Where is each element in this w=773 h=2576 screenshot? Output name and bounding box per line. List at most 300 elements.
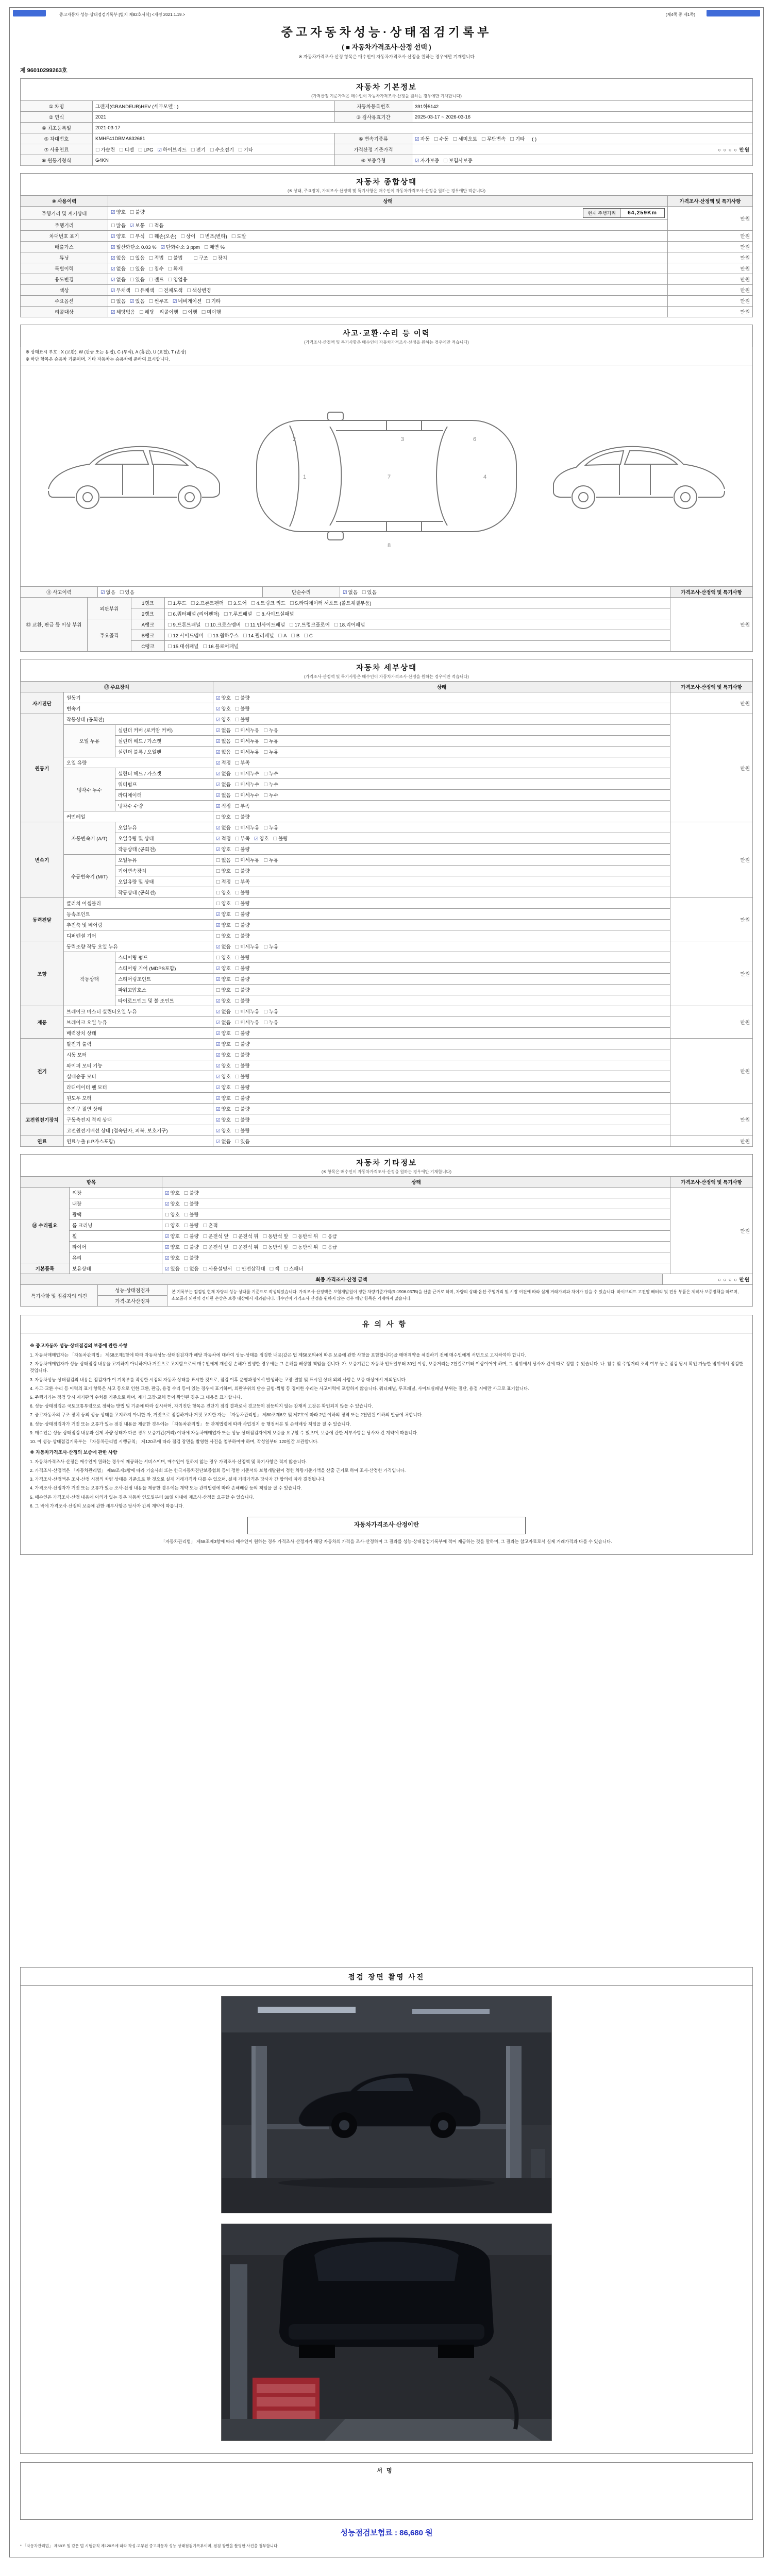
checkbox-5.라디에이터 서포트 (볼트체결부품)[interactable]: ☐ 5.라디에이터 서포트 (볼트체결부품) bbox=[289, 601, 372, 607]
checkbox-운전석 앞[interactable]: ☐ 운전석 앞 bbox=[203, 1234, 229, 1240]
checkbox-누유[interactable]: ☐ 누유 bbox=[263, 944, 279, 951]
checkbox-15.대쉬패널[interactable]: ☐ 15.대쉬패널 bbox=[167, 644, 199, 650]
checkbox-자가보증[interactable]: ☑ 자가보증 bbox=[415, 158, 440, 164]
cell: 스티어링조인트 bbox=[115, 974, 213, 985]
cell: 특별이력 bbox=[21, 263, 108, 274]
checkbox-불량[interactable]: ☐ 불량 bbox=[234, 1085, 250, 1091]
checkbox-보험사보증[interactable]: ☐ 보험사보증 bbox=[443, 158, 473, 164]
checkbox-양호[interactable]: ☑ 양호 bbox=[216, 1031, 231, 1037]
cell: 만원 bbox=[670, 1188, 753, 1274]
checkbox-기타[interactable]: ☐ 기타 bbox=[238, 147, 253, 153]
checkbox-불법[interactable]: ☐ 불법 bbox=[167, 256, 183, 261]
signature-box[interactable] bbox=[20, 2462, 753, 2520]
cell: 오일누유 bbox=[115, 822, 213, 833]
checkbox-상이[interactable]: ☐ 상이 bbox=[180, 234, 196, 240]
checkbox-누수[interactable]: ☐ 누수 bbox=[263, 793, 279, 799]
cell: 실린더 커버 (로커암 커버) bbox=[115, 725, 213, 736]
cell: 라디에이터 팬 모터 bbox=[64, 1082, 213, 1093]
checkbox-양호[interactable]: ☑ 양호 bbox=[254, 836, 269, 842]
cell: 단순수리 bbox=[263, 587, 340, 598]
checkbox-누수[interactable]: ☐ 누수 bbox=[263, 771, 279, 777]
checkbox-없음[interactable]: ☑ 없음 bbox=[216, 1020, 231, 1026]
checkbox-양호[interactable]: ☑ 양호 bbox=[216, 717, 231, 723]
checkbox-14.필러패널[interactable]: ☐ 14.필러패널 bbox=[243, 633, 274, 639]
checkbox-glyph: ☐ bbox=[207, 633, 212, 639]
checkbox-미이행[interactable]: ☐ 미이행 bbox=[201, 310, 221, 315]
checkbox-적정[interactable]: ☐ 적정 bbox=[216, 879, 231, 886]
checkbox-glyph: ☐ bbox=[158, 288, 163, 294]
cell: 타이어 bbox=[70, 1242, 162, 1252]
checkbox-하이브리드[interactable]: ☑ 하이브리드 bbox=[157, 147, 187, 153]
checkbox-1.후드[interactable]: ☐ 1.후드 bbox=[167, 601, 187, 607]
checkbox-양호[interactable]: ☐ 양호 bbox=[216, 934, 231, 940]
section-overall-note: (※ 상태, 주요장치, 가격조사·산정액 및 특기사항은 매수인이 자동차가격조사·산정을 원하는 경우에만 적습니다) bbox=[287, 189, 486, 193]
checkbox-미세누수[interactable]: ☐ 미세누수 bbox=[234, 771, 260, 777]
checkbox-불량[interactable]: ☐ 불량 bbox=[234, 717, 250, 723]
checkbox-양호[interactable]: ☑ 양호 bbox=[216, 1063, 231, 1070]
cell: 만원 bbox=[670, 898, 753, 941]
checkbox-적음[interactable]: ☐ 적음 bbox=[148, 223, 164, 229]
checkbox-부식[interactable]: ☐ 부식 bbox=[129, 234, 145, 240]
checkbox-양호[interactable]: ☑ 양호 bbox=[216, 847, 231, 853]
checkbox-양호[interactable]: ☑ 양호 bbox=[216, 966, 231, 972]
checkbox-누유[interactable]: ☐ 누유 bbox=[263, 739, 279, 745]
checkbox-18.리어패널[interactable]: ☐ 18.리어패널 bbox=[333, 622, 365, 629]
table-row bbox=[21, 1209, 753, 1220]
checkbox-탄화수소 3 ppm[interactable]: ☑ 탄화수소 3 ppm bbox=[160, 245, 200, 250]
checkbox-없음[interactable]: ☑ 없음 bbox=[216, 825, 231, 832]
cell: 브레이크 마스터 실린더오일 누유 bbox=[64, 1006, 213, 1017]
checkbox-부족[interactable]: ☐ 부족 bbox=[234, 836, 250, 842]
checkbox-동반석 앞[interactable]: ☐ 동반석 앞 bbox=[262, 1245, 289, 1251]
checkbox-적정[interactable]: ☑ 적정 bbox=[216, 804, 231, 810]
checkbox-변조(변타)[interactable]: ☐ 변조(변타) bbox=[199, 234, 227, 240]
checkbox-3.도어[interactable]: ☐ 3.도어 bbox=[228, 601, 247, 607]
checkbox-glyph: ☐ bbox=[333, 622, 339, 629]
checkbox-없음[interactable]: ☐ 없음 bbox=[216, 858, 231, 864]
checkbox-불량[interactable]: ☐ 불량 bbox=[183, 1201, 199, 1208]
checkbox-10.크로스멤버[interactable]: ☐ 10.크로스멤버 bbox=[205, 622, 241, 629]
checkbox-누유[interactable]: ☐ 누유 bbox=[263, 1009, 279, 1015]
checkbox-불량[interactable]: ☐ 불량 bbox=[234, 998, 250, 1005]
checkbox-glyph: ☐ bbox=[167, 277, 173, 283]
checkbox-미세누유[interactable]: ☐ 미세누유 bbox=[234, 750, 260, 756]
checkbox-침수[interactable]: ☐ 침수 bbox=[148, 266, 164, 272]
checkbox-glyph: ☑ bbox=[129, 299, 135, 304]
cell: 작동상태 (공회전) bbox=[115, 844, 213, 855]
checkbox-불량[interactable]: ☐ 불량 bbox=[273, 836, 288, 842]
checkbox-없음[interactable]: ☑ 없음 bbox=[216, 782, 231, 788]
checkbox-있음[interactable]: ☑ 있음 bbox=[165, 1266, 180, 1273]
checkbox-무단변속[interactable]: ☐ 무단변속 bbox=[481, 137, 506, 142]
checkbox-없음[interactable]: ☑ 없음 bbox=[216, 793, 231, 799]
checkbox-없음[interactable]: ☑ 없음 bbox=[216, 944, 231, 951]
checkbox-없음[interactable]: ☑ 없음 bbox=[216, 1139, 231, 1145]
checkbox-가솔린[interactable]: ☐ 가솔린 bbox=[95, 147, 115, 153]
checkbox-11.인사이드패널[interactable]: ☐ 11.인사이드패널 bbox=[244, 622, 285, 629]
checkbox-누유[interactable]: ☐ 누유 bbox=[263, 750, 279, 756]
checkbox-양호[interactable]: ☐ 양호 bbox=[216, 890, 231, 896]
checkbox-불량[interactable]: ☐ 불량 bbox=[234, 934, 250, 940]
checkbox-없음[interactable]: ☐ 없음 bbox=[111, 299, 126, 304]
checkbox-부족[interactable]: ☐ 부족 bbox=[234, 760, 250, 767]
table-row bbox=[21, 112, 753, 123]
checkbox-디젤[interactable]: ☐ 디젤 bbox=[119, 147, 134, 153]
cell: 외판부위 bbox=[88, 598, 131, 619]
checkbox-불량[interactable]: ☐ 불량 bbox=[234, 1042, 250, 1048]
checkbox-glyph: ☐ bbox=[238, 147, 243, 153]
checkbox-glyph: ☑ bbox=[216, 782, 221, 788]
checkbox-양호[interactable]: ☑ 양호 bbox=[165, 1245, 180, 1251]
checkbox-불량[interactable]: ☐ 불량 bbox=[129, 210, 145, 215]
section-etc-info bbox=[20, 1154, 753, 1307]
checkbox-양호[interactable]: ☑ 양호 bbox=[216, 706, 231, 713]
checkbox-해당없음[interactable]: ☑ 해당없음 bbox=[111, 310, 136, 315]
section-detail-title: 자동차 세부상태 bbox=[356, 664, 417, 673]
checkbox-유채색[interactable]: ☐ 유채색 bbox=[135, 288, 155, 294]
checkbox-사용설명서[interactable]: ☐ 사용설명서 bbox=[203, 1266, 232, 1273]
checkbox-없음[interactable]: ☑ 없음 bbox=[111, 256, 126, 261]
checkbox-누수[interactable]: ☐ 누수 bbox=[263, 782, 279, 788]
checkbox-양호[interactable]: ☐ 양호 bbox=[216, 988, 231, 994]
checkbox-glyph: ☐ bbox=[129, 277, 135, 283]
checkbox-불량[interactable]: ☐ 불량 bbox=[234, 923, 250, 929]
checkbox-적법[interactable]: ☐ 적법 bbox=[148, 256, 164, 261]
checkbox-glyph: ☐ bbox=[183, 1212, 189, 1218]
notice-item: 3. 가격조사·산정액은 조사·산정 시점의 차량 상태를 기준으로 한 것으로 실제 거래가격과 다를 수 있으며, 실제 거래가격은 당사자 간 합의에 따라 결정됩니다. bbox=[30, 1477, 326, 1482]
checkbox-불량[interactable]: ☐ 불량 bbox=[234, 1031, 250, 1037]
checkbox-양호[interactable]: ☐ 양호 bbox=[165, 1223, 180, 1229]
checkbox-glyph: ☐ bbox=[278, 633, 283, 639]
checkbox-없음[interactable]: ☐ 없음 bbox=[183, 1266, 199, 1273]
status-cell bbox=[108, 252, 668, 263]
table-row bbox=[21, 811, 753, 822]
status-cell bbox=[98, 587, 263, 598]
checkbox-불량[interactable]: ☐ 불량 bbox=[234, 912, 250, 918]
checkbox-일산화탄소 0.03 %[interactable]: ☑ 일산화탄소 0.03 % bbox=[111, 245, 157, 250]
checkbox-양호[interactable]: ☑ 양호 bbox=[165, 1256, 180, 1262]
checkbox-미세누수[interactable]: ☐ 미세누수 bbox=[234, 793, 260, 799]
checkbox-C[interactable]: ☐ C bbox=[304, 633, 313, 639]
checkbox-부족[interactable]: ☐ 부족 bbox=[234, 879, 250, 886]
checkbox-양호[interactable]: ☑ 양호 bbox=[111, 210, 126, 215]
status-cell bbox=[162, 1231, 670, 1242]
cell: 리콜대상 bbox=[21, 307, 108, 317]
checkbox-양호[interactable]: ☐ 양호 bbox=[216, 955, 231, 961]
checkbox-glyph: ☐ bbox=[234, 1096, 240, 1102]
checkbox-미세누수[interactable]: ☐ 미세누수 bbox=[234, 782, 260, 788]
checkbox-없음[interactable]: ☑ 없음 bbox=[111, 266, 126, 272]
checkbox-미세누유[interactable]: ☐ 미세누유 bbox=[234, 739, 260, 745]
checkbox-불량[interactable]: ☐ 불량 bbox=[234, 1096, 250, 1102]
checkbox-불량[interactable]: ☐ 불량 bbox=[183, 1256, 199, 1262]
checkbox-화재[interactable]: ☐ 화재 bbox=[167, 266, 183, 272]
checkbox-glyph: ☐ bbox=[304, 633, 308, 639]
checkbox-응급[interactable]: ☐ 응급 bbox=[322, 1234, 338, 1240]
checkbox-안전삼각대[interactable]: ☐ 안전삼각대 bbox=[236, 1266, 265, 1273]
checkbox-없음[interactable]: ☑ 없음 bbox=[216, 1009, 231, 1015]
checkbox-glyph: ☑ bbox=[216, 771, 221, 777]
notice-item: 6. 성능·상태점검은 국토교통부령으로 정하는 방법 및 기준에 따라 실시하며, 자기진단 항목은 진단기 점검 결과로서 경고등이 점등되지 않는 잠재적 고장은 확인되지 않을 수 있습니다. bbox=[30, 1403, 374, 1409]
checkbox-훼손(오손)[interactable]: ☐ 훼손(오손) bbox=[148, 234, 177, 240]
checkbox-미세누유[interactable]: ☐ 미세누유 bbox=[234, 944, 260, 951]
checkbox-glyph: ☐ bbox=[234, 771, 240, 777]
checkbox-2.프론트펜더[interactable]: ☐ 2.프론트펜더 bbox=[190, 601, 224, 607]
checkbox-불량[interactable]: ☐ 불량 bbox=[183, 1234, 199, 1240]
checkbox-16.플로어패널[interactable]: ☐ 16.플로어패널 bbox=[203, 644, 239, 650]
checkbox-불량[interactable]: ☐ 불량 bbox=[234, 1063, 250, 1070]
checkbox-운전석 뒤[interactable]: ☐ 운전석 뒤 bbox=[232, 1245, 259, 1251]
checkbox-있음[interactable]: ☐ 있음 bbox=[129, 256, 145, 261]
table-row bbox=[21, 790, 753, 801]
checkbox-썬루프[interactable]: ☐ 썬루프 bbox=[148, 299, 169, 304]
checkbox-누유[interactable]: ☐ 누유 bbox=[263, 825, 279, 832]
checkbox-양호[interactable]: ☑ 양호 bbox=[216, 696, 231, 702]
checkbox-불량[interactable]: ☐ 불량 bbox=[234, 1128, 250, 1134]
inspection-photo-1-image bbox=[222, 1996, 551, 2213]
checkbox-적정[interactable]: ☑ 적정 bbox=[216, 760, 231, 767]
checkbox-glyph: ☐ bbox=[234, 998, 240, 1005]
checkbox-glyph: ☐ bbox=[263, 771, 268, 777]
checkbox-불량[interactable]: ☐ 불량 bbox=[234, 1117, 250, 1124]
checkbox-양호[interactable]: ☐ 양호 bbox=[216, 869, 231, 875]
table-row bbox=[21, 866, 753, 876]
checkbox-스패너[interactable]: ☐ 스패너 bbox=[283, 1266, 304, 1273]
checkbox-전기[interactable]: ☐ 전기 bbox=[190, 147, 206, 153]
checkbox-자동[interactable]: ☑ 자동 bbox=[415, 137, 430, 142]
checkbox-운전석 뒤[interactable]: ☐ 운전석 뒤 bbox=[232, 1234, 259, 1240]
checkbox-없음[interactable]: ☑ 없음 bbox=[100, 590, 115, 596]
checkbox-불량[interactable]: ☐ 불량 bbox=[234, 1074, 250, 1080]
checkbox-많음[interactable]: ☐ 많음 bbox=[111, 223, 126, 229]
checkbox-glyph: ☑ bbox=[111, 288, 115, 294]
checkbox-이행[interactable]: ☐ 이행 bbox=[182, 310, 197, 315]
checkbox-운전석 앞[interactable]: ☐ 운전석 앞 bbox=[203, 1245, 229, 1251]
checkbox-적정[interactable]: ☑ 적정 bbox=[216, 836, 231, 842]
checkbox-불량[interactable]: ☐ 불량 bbox=[234, 988, 250, 994]
checkbox-불량[interactable]: ☐ 불량 bbox=[234, 815, 250, 821]
cell: 오일유량 및 상태 bbox=[115, 833, 213, 844]
checkbox-불량[interactable]: ☐ 불량 bbox=[234, 890, 250, 896]
checkbox-동반석 앞[interactable]: ☐ 동반석 앞 bbox=[262, 1234, 289, 1240]
checkbox-양호[interactable]: ☐ 양호 bbox=[216, 815, 231, 821]
checkbox-glyph: ☐ bbox=[190, 147, 195, 153]
checkbox-불량[interactable]: ☐ 불량 bbox=[234, 696, 250, 702]
checkbox-양호[interactable]: ☑ 양호 bbox=[216, 1107, 231, 1113]
checkbox-glyph: ☐ bbox=[269, 1266, 274, 1273]
checkbox-양호[interactable]: ☑ 양호 bbox=[216, 923, 231, 929]
checkbox-없음[interactable]: ☑ 없음 bbox=[343, 590, 358, 596]
cell: 발전기 출력 bbox=[64, 1039, 213, 1049]
cell: 윈도우 모터 bbox=[64, 1093, 213, 1104]
checkbox-세미오토[interactable]: ☐ 세미오토 bbox=[452, 137, 478, 142]
checkbox-A[interactable]: ☐ A bbox=[278, 633, 287, 639]
checkbox-동반석 뒤[interactable]: ☐ 동반석 뒤 bbox=[292, 1234, 318, 1240]
checkbox-불량[interactable]: ☐ 불량 bbox=[183, 1223, 199, 1229]
checkbox-미세누유[interactable]: ☐ 미세누유 bbox=[234, 1009, 260, 1015]
table-row bbox=[21, 1104, 753, 1114]
checkbox-수소전기[interactable]: ☐ 수소전기 bbox=[209, 147, 234, 153]
checkbox-불량[interactable]: ☐ 불량 bbox=[234, 706, 250, 713]
status-cell bbox=[213, 1017, 670, 1028]
table-row bbox=[21, 1093, 753, 1104]
checkbox-동반석 뒤[interactable]: ☐ 동반석 뒤 bbox=[292, 1245, 318, 1251]
checkbox-양호[interactable]: ☑ 양호 bbox=[216, 912, 231, 918]
checkbox-불량[interactable]: ☐ 불량 bbox=[183, 1245, 199, 1251]
status-cell bbox=[108, 231, 668, 242]
checkbox-장치[interactable]: ☐ 장치 bbox=[212, 256, 227, 261]
checkbox-양호[interactable]: ☑ 양호 bbox=[216, 977, 231, 983]
cell: ⑧ 원동기형식 bbox=[21, 155, 93, 166]
table-row bbox=[21, 833, 753, 844]
checkbox-13.휠하우스[interactable]: ☐ 13.휠하우스 bbox=[207, 633, 239, 639]
checkbox-양호[interactable]: ☑ 양호 bbox=[111, 234, 126, 240]
checkbox-있음[interactable]: ☐ 있음 bbox=[119, 590, 135, 596]
checkbox-양호[interactable]: ☑ 양호 bbox=[165, 1201, 180, 1208]
checkbox-전체도색[interactable]: ☐ 전체도색 bbox=[158, 288, 183, 294]
checkbox-있음[interactable]: ☐ 있음 bbox=[129, 277, 145, 283]
value-plate: 391하5142 bbox=[412, 101, 753, 112]
checkbox-불량[interactable]: ☐ 불량 bbox=[234, 966, 250, 972]
checkbox-9.프론트패널[interactable]: ☐ 9.프론트패널 bbox=[167, 622, 201, 629]
checkbox-있음[interactable]: ☐ 있음 bbox=[129, 266, 145, 272]
cell: 가격조사·산정액 및 특기사항 bbox=[670, 1177, 753, 1188]
checkbox-없음[interactable]: ☑ 없음 bbox=[216, 771, 231, 777]
table-row bbox=[21, 768, 753, 779]
final-price-amount: ○ ○ ○ ○ 만원 bbox=[663, 1274, 753, 1285]
status-cell bbox=[213, 866, 670, 876]
checkbox-불량[interactable]: ☐ 불량 bbox=[234, 955, 250, 961]
checkbox-glyph: ☐ bbox=[190, 601, 195, 607]
table-row bbox=[21, 995, 753, 1006]
checkbox-양호[interactable]: ☑ 양호 bbox=[216, 1085, 231, 1091]
checkbox-6.쿼터패널 (리어펜더)[interactable]: ☐ 6.쿼터패널 (리어펜더) bbox=[167, 612, 220, 618]
checkbox-누유[interactable]: ☐ 누유 bbox=[263, 1020, 279, 1026]
checkbox-양호[interactable]: ☑ 양호 bbox=[165, 1234, 180, 1240]
checkbox-불량[interactable]: ☐ 불량 bbox=[234, 1107, 250, 1113]
checkbox-불량[interactable]: ☐ 불량 bbox=[234, 977, 250, 983]
checkbox-양호[interactable]: ☐ 양호 bbox=[165, 1212, 180, 1218]
notice-item: 1. 자동차가격조사·산정은 매수인이 원하는 경우에 제공하는 서비스이며, 매수인이 원하지 않는 경우 가격조사·산정액 및 특기사항은 적지 않습니다. bbox=[30, 1459, 307, 1464]
checkbox-glyph: ☑ bbox=[157, 147, 162, 153]
checkbox-glyph: ☐ bbox=[129, 256, 135, 261]
checkbox-미세누유[interactable]: ☐ 미세누유 bbox=[234, 728, 260, 734]
checkbox-양호[interactable]: ☑ 양호 bbox=[216, 1096, 231, 1102]
checkbox-B[interactable]: ☐ B bbox=[291, 633, 300, 639]
checkbox-양호[interactable]: ☑ 양호 bbox=[165, 1191, 180, 1197]
title-block bbox=[20, 23, 753, 60]
checkbox-있음[interactable]: ☑ 있음 bbox=[129, 299, 145, 304]
checkbox-영업용[interactable]: ☐ 영업용 bbox=[167, 277, 188, 283]
checkbox-양호[interactable]: ☑ 양호 bbox=[216, 1117, 231, 1124]
checkbox-수동[interactable]: ☐ 수동 bbox=[433, 137, 449, 142]
checkbox-없음[interactable]: ☑ 없음 bbox=[216, 750, 231, 756]
checkbox-색상변경[interactable]: ☐ 색상변경 bbox=[187, 288, 211, 294]
checkbox-양호[interactable]: ☑ 양호 bbox=[216, 1128, 231, 1134]
checkbox-양호[interactable]: ☑ 양호 bbox=[216, 1074, 231, 1080]
checkbox-12.사이드멤버[interactable]: ☐ 12.사이드멤버 bbox=[167, 633, 204, 639]
checkbox-불량[interactable]: ☐ 불량 bbox=[234, 901, 250, 907]
checkbox-보통[interactable]: ☑ 보통 bbox=[129, 223, 145, 229]
checkbox-glyph: ☑ bbox=[216, 966, 221, 972]
checkbox-8.사이드실패널[interactable]: ☐ 8.사이드실패널 bbox=[256, 612, 294, 618]
checkbox-미세누유[interactable]: ☐ 미세누유 bbox=[234, 825, 260, 832]
checkbox-없음[interactable]: ☑ 없음 bbox=[216, 728, 231, 734]
checkbox-없음[interactable]: ☑ 없음 bbox=[216, 739, 231, 745]
checkbox-glyph: ☐ bbox=[234, 847, 240, 853]
cell: ⑩ 사용이력 bbox=[21, 196, 108, 207]
checkbox-도말[interactable]: ☐ 도말 bbox=[231, 234, 246, 240]
checkbox-무채색[interactable]: ☑ 무채색 bbox=[111, 288, 131, 294]
checkbox-미세누유[interactable]: ☐ 미세누유 bbox=[234, 1020, 260, 1026]
cell: ⑨ 보증유형 bbox=[335, 155, 412, 166]
checkbox-부족[interactable]: ☐ 부족 bbox=[234, 804, 250, 810]
status-cell bbox=[213, 898, 670, 909]
cell: 변속기 bbox=[21, 822, 64, 898]
status-cell bbox=[213, 952, 670, 963]
checkbox-불량[interactable]: ☐ 불량 bbox=[234, 847, 250, 853]
checkbox-7.루프패널[interactable]: ☐ 7.루프패널 bbox=[223, 612, 253, 618]
checkbox-glyph: ☐ bbox=[138, 147, 143, 153]
checkbox-glyph: ☐ bbox=[203, 1234, 208, 1240]
checkbox-불량[interactable]: ☐ 불량 bbox=[234, 1053, 250, 1059]
checkbox-glyph: ☑ bbox=[216, 1107, 221, 1113]
inspection-photo-2 bbox=[221, 2224, 552, 2441]
cell: 워터펌프 bbox=[115, 779, 213, 790]
checkbox-흔적[interactable]: ☐ 흔적 bbox=[203, 1223, 218, 1229]
checkbox-구조[interactable]: ☐ 구조 bbox=[193, 256, 209, 261]
checkbox-기타[interactable]: ☐ 기타 bbox=[206, 299, 221, 304]
checkbox-누유[interactable]: ☐ 누유 bbox=[263, 728, 279, 734]
checkbox-잭[interactable]: ☐ 잭 bbox=[269, 1266, 280, 1273]
checkbox-glyph: ☐ bbox=[263, 1020, 268, 1026]
checkbox-응급[interactable]: ☐ 응급 bbox=[322, 1245, 338, 1251]
checkbox-glyph: ☐ bbox=[111, 299, 115, 304]
notice-item: 10. 이 성능·상태점검기록부는 「자동차관리법 시행규칙」 제120조에 따라 점검 장면을 촬영한 사진을 첨부하여야 하며, 작성일부터 120일간 보관합니다. bbox=[30, 1438, 318, 1444]
checkbox-기타[interactable]: ☐ 기타 bbox=[510, 137, 525, 142]
checkbox-4.트렁크 리드[interactable]: ☐ 4.트렁크 리드 bbox=[250, 601, 285, 607]
insurance-fee-line bbox=[20, 2527, 753, 2538]
checkbox-미세누유[interactable]: ☐ 미세누유 bbox=[234, 858, 260, 864]
checkbox-있음[interactable]: ☐ 있음 bbox=[234, 1139, 250, 1145]
checkbox-glyph: ☐ bbox=[244, 622, 249, 629]
checkbox-없음[interactable]: ☑ 없음 bbox=[111, 277, 126, 283]
table-row bbox=[21, 619, 753, 630]
checkbox-누유[interactable]: ☐ 누유 bbox=[263, 858, 279, 864]
table-row bbox=[21, 747, 753, 757]
table-row bbox=[21, 133, 753, 144]
checkbox-불량[interactable]: ☐ 불량 bbox=[234, 869, 250, 875]
checkbox-17.트렁크플로어[interactable]: ☐ 17.트렁크플로어 bbox=[289, 622, 330, 629]
table-row bbox=[21, 587, 753, 598]
notices-sec2-list bbox=[30, 1459, 743, 1510]
checkbox-매연 %[interactable]: ☐ 매연 % bbox=[204, 245, 225, 250]
checkbox-불량[interactable]: ☐ 불량 bbox=[183, 1212, 199, 1218]
checkbox-불량[interactable]: ☐ 불량 bbox=[183, 1191, 199, 1197]
checkbox-해당[interactable]: ☐ 해당 bbox=[139, 310, 155, 315]
checkbox-있음[interactable]: ☐ 있음 bbox=[361, 590, 377, 596]
price-appraisal-definition-text: 「자동차관리법」 제58조제3항에 따라 매수인이 원하는 경우 가격조사·산정자가 해당 자동차의 가격을 조사·산정하여 그 결과를 성능·상태점검기록부에 적어 제공하는 것을 말하며, 그 결과는 참고자료로서 실제 거래가격과 다를 수 있습니다. bbox=[161, 1538, 612, 1544]
checkbox-렌트[interactable]: ☐ 렌트 bbox=[148, 277, 164, 283]
checkbox-LPG[interactable]: ☐ LPG bbox=[138, 147, 154, 153]
checkbox-네비게이션[interactable]: ☑ 네비게이션 bbox=[172, 299, 202, 304]
checkbox-양호[interactable]: ☐ 양호 bbox=[216, 901, 231, 907]
checkbox-glyph: ☑ bbox=[216, 1020, 221, 1026]
checkbox-양호[interactable]: ☑ 양호 bbox=[216, 1053, 231, 1059]
checkbox-glyph: ☐ bbox=[443, 158, 448, 164]
checkbox-양호[interactable]: ☑ 양호 bbox=[216, 998, 231, 1005]
checkbox-양호[interactable]: ☑ 양호 bbox=[216, 1042, 231, 1048]
